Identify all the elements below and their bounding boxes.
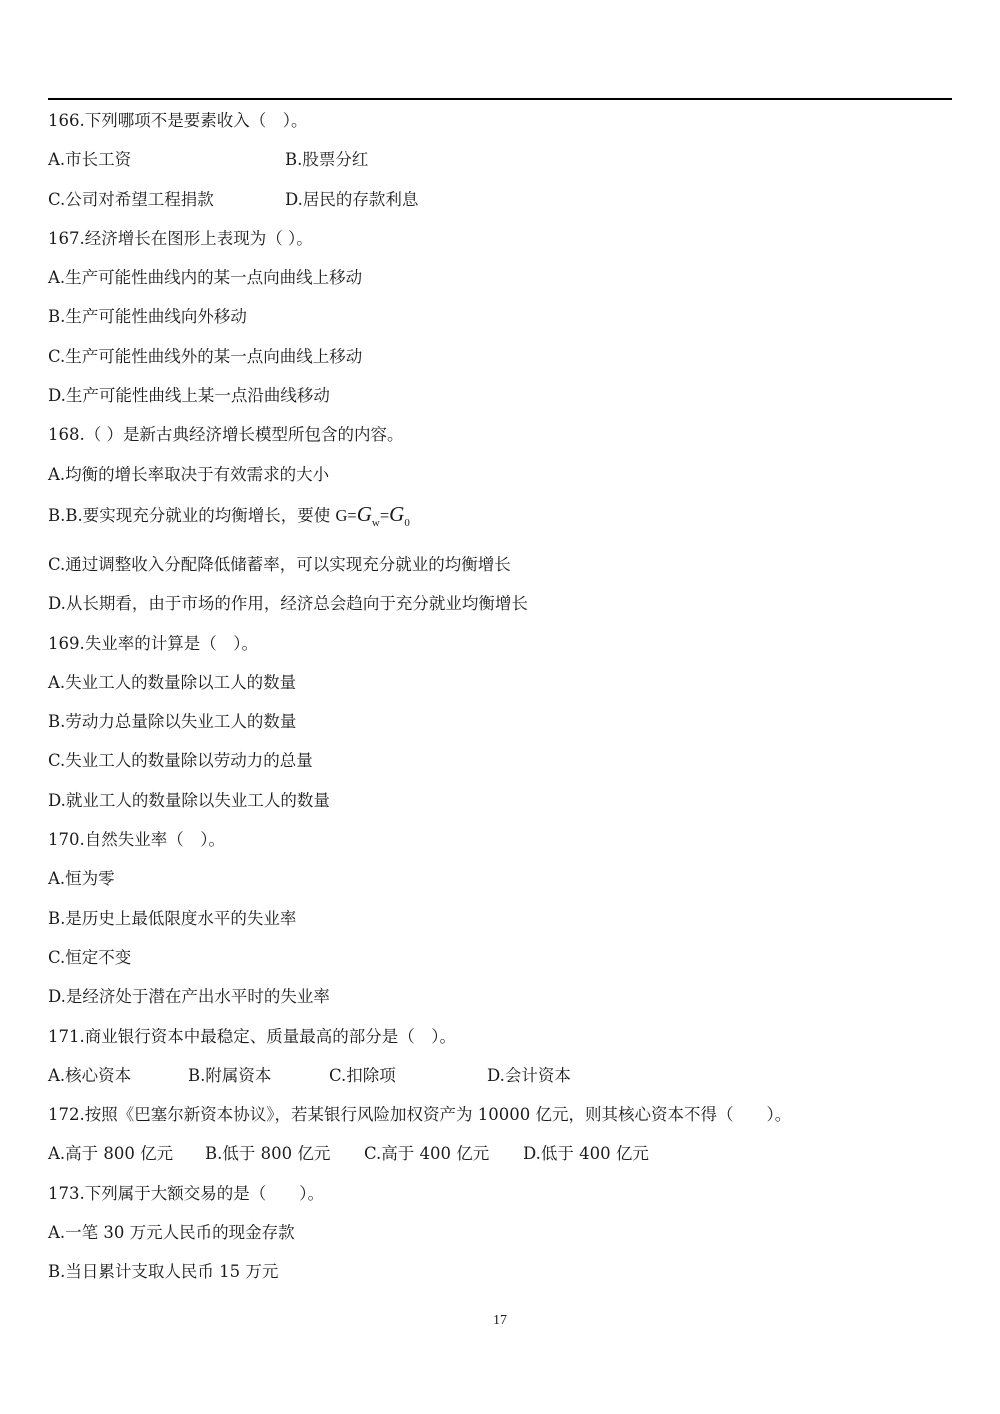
option-c: C.高于 400 亿元 bbox=[364, 1144, 490, 1164]
option-b: B.低于 800 亿元 bbox=[205, 1144, 331, 1164]
option-a: A.恒为零 bbox=[48, 869, 115, 889]
question-list bbox=[48, 108, 952, 1299]
option-c: C.通过调整收入分配降低储蓄率，可以实现充分就业的均衡增长 bbox=[48, 554, 511, 574]
options-row bbox=[48, 1063, 952, 1102]
option-d: D.是经济处于潜在产出水平时的失业率 bbox=[48, 987, 330, 1007]
option-c: C.恒定不变 bbox=[48, 947, 132, 967]
option-d: D.从长期看，由于市场的作用，经济总会趋向于充分就业均衡增长 bbox=[48, 594, 528, 614]
option-b: B.生产可能性曲线向外移动 bbox=[48, 307, 247, 327]
option-d: D.就业工人的数量除以失业工人的数量 bbox=[48, 790, 330, 810]
options-row bbox=[48, 187, 952, 226]
option-c: C.扣除项 bbox=[329, 1065, 396, 1085]
formula-lead: G= bbox=[335, 505, 357, 525]
option-a: A.失业工人的数量除以工人的数量 bbox=[48, 672, 297, 692]
option-a: A.核心资本 bbox=[48, 1065, 132, 1085]
option-b: B.是历史上最低限度水平的失业率 bbox=[48, 908, 297, 928]
option-a: A.高于 800 亿元 bbox=[48, 1144, 174, 1164]
option-b bbox=[48, 501, 952, 552]
option-a: A.生产可能性曲线内的某一点向曲线上移动 bbox=[48, 268, 363, 288]
option-c: C.公司对希望工程捐款 bbox=[48, 189, 214, 209]
option-c: C.失业工人的数量除以劳动力的总量 bbox=[48, 751, 313, 771]
option-d: D.会计资本 bbox=[487, 1065, 571, 1085]
page-number: 17 bbox=[493, 1313, 507, 1328]
options-row bbox=[48, 147, 952, 186]
option-d: D.生产可能性曲线上某一点沿曲线移动 bbox=[48, 386, 330, 406]
option-b-text: B.B.要实现充分就业的均衡增长，要使 bbox=[48, 505, 331, 525]
question-166: 166.下列哪项不是要素收入（ ）。 bbox=[48, 111, 308, 130]
option-a: A.市长工资 bbox=[48, 150, 132, 170]
formula-g: G bbox=[389, 501, 405, 526]
option-b: B.附属资本 bbox=[188, 1065, 272, 1085]
option-d: D.低于 400 亿元 bbox=[523, 1144, 649, 1164]
question-171: 171.商业银行资本中最稳定、质量最高的部分是（ ）。 bbox=[48, 1026, 456, 1046]
option-a: A.一笔 30 万元人民币的现金存款 bbox=[48, 1223, 295, 1243]
formula-equals: = bbox=[379, 505, 390, 525]
option-b: B.股票分红 bbox=[285, 150, 369, 170]
formula-sub-0: 0 bbox=[404, 516, 410, 529]
question-173: 173.下列属于大额交易的是（ ）。 bbox=[48, 1183, 324, 1203]
question-169: 169.失业率的计算是（ ）。 bbox=[48, 633, 258, 653]
question-172: 172.按照《巴塞尔新资本协议》，若某银行风险加权资产为 10000 亿元，则其核心资本不得（ ）。 bbox=[48, 1105, 792, 1125]
option-b: B.当日累计支取人民币 15 万元 bbox=[48, 1262, 279, 1282]
header-rule bbox=[48, 98, 952, 100]
option-c: C.生产可能性曲线外的某一点向曲线上移动 bbox=[48, 346, 363, 366]
options-row bbox=[48, 1141, 952, 1180]
formula-g: G bbox=[356, 501, 372, 526]
question-170: 170.自然失业率（ ）。 bbox=[48, 830, 225, 850]
question-167: 167.经济增长在图形上表现为（ ）。 bbox=[48, 228, 313, 248]
growth-formula bbox=[336, 501, 410, 531]
question-168: 168.（ ）是新古典经济增长模型所包含的内容。 bbox=[48, 425, 404, 445]
option-a: A.均衡的增长率取决于有效需求的大小 bbox=[48, 464, 330, 484]
option-d: D.居民的存款利息 bbox=[285, 189, 419, 209]
formula-sub-w: w bbox=[371, 516, 380, 529]
option-b: B.劳动力总量除以失业工人的数量 bbox=[48, 712, 297, 732]
